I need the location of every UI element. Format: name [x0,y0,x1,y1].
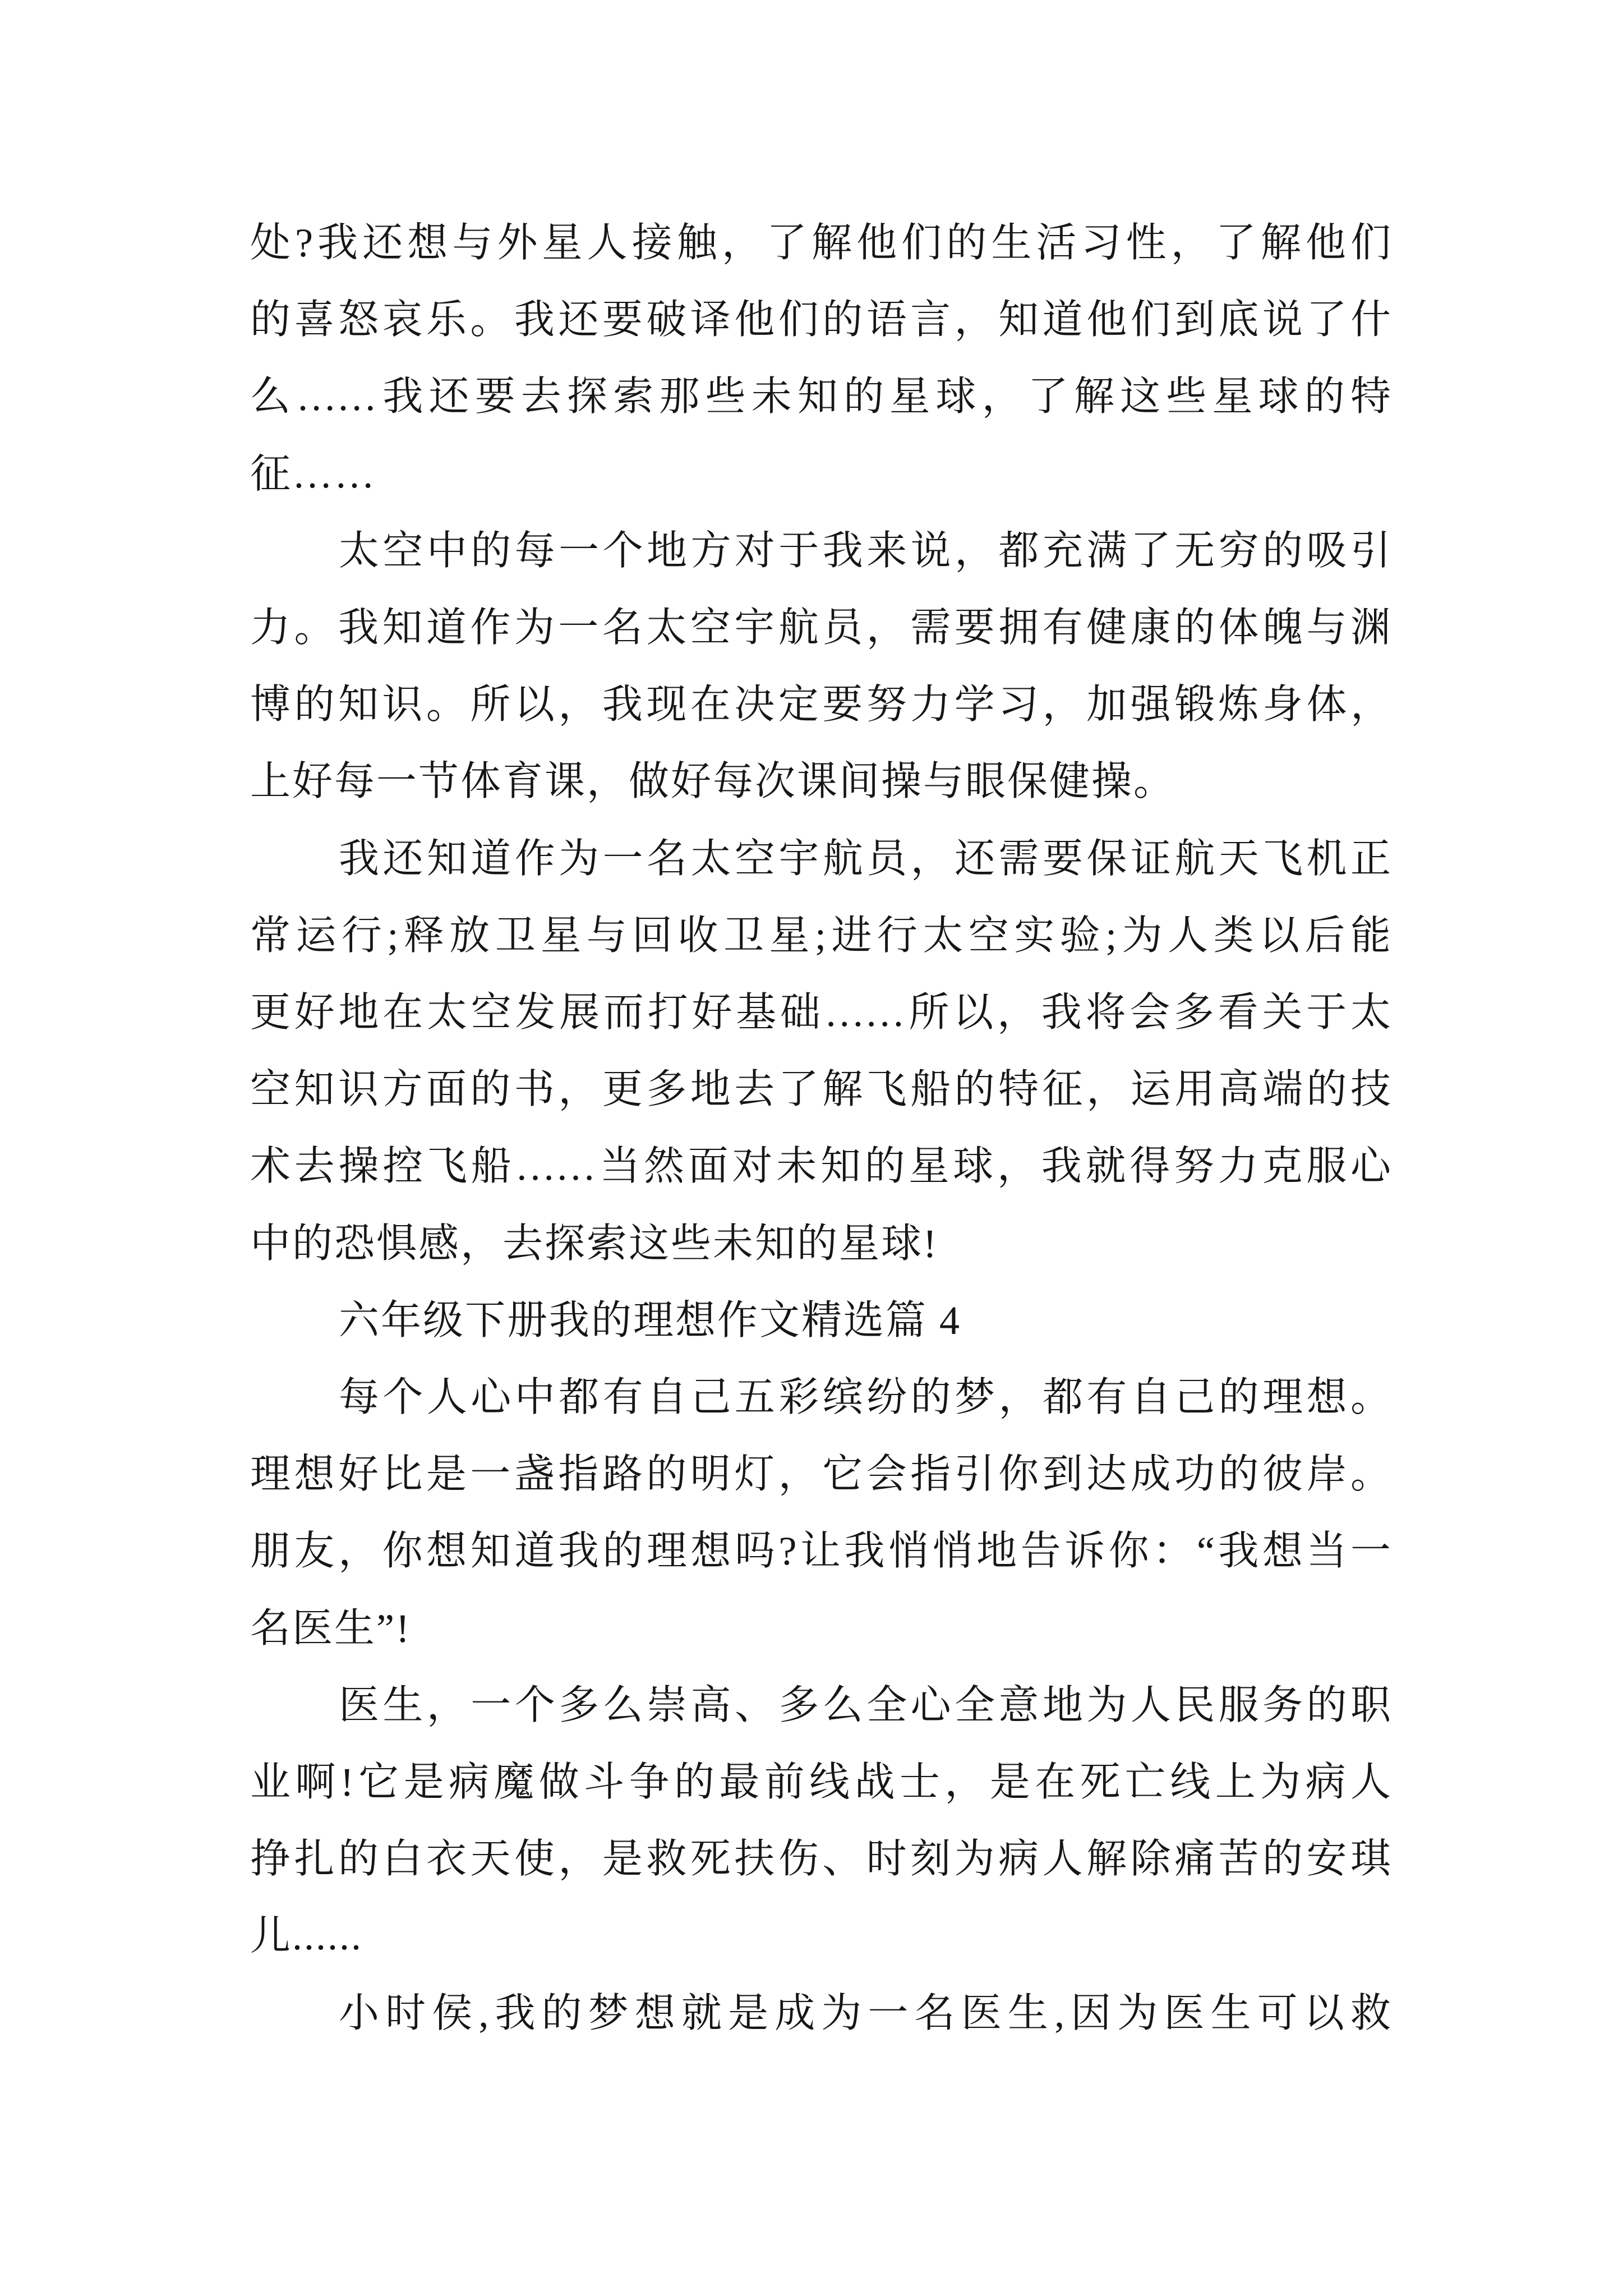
text-line: 小时侯,我的梦想就是成为一名医生,因为医生可以救 [339,1991,1391,2036]
text-line: 更好地在太空发展而打好基础……所以，我将会多看关于太 [250,990,1391,1035]
text-line: 征…… [250,452,377,496]
text-line: 常运行;释放卫星与回收卫星;进行太空实验;为人类以后能 [250,913,1391,958]
text-line: 医生，一个多么崇高、多么全心全意地为人民服务的职 [339,1683,1391,1728]
text-line: 空知识方面的书，更多地去了解飞船的特征，运用高端的技 [250,1067,1391,1112]
text-line: 中的恐惧感，去探索这些未知的星球! [250,1221,938,1266]
section-heading: 六年级下册我的理想作文精选篇 4 [339,1298,962,1343]
text-line: 术去操控飞船……当然面对未知的星球，我就得努力克服心 [250,1144,1391,1189]
text-line: 上好每一节体育课，做好每次课间操与眼保健操。 [250,759,1176,804]
text-line: 朋友，你想知道我的理想吗?让我悄悄地告诉你：“我想当一 [250,1529,1391,1573]
text-line: 挣扎的白衣天使，是救死扶伤、时刻为病人解除痛苦的安琪 [250,1837,1391,1881]
text-line: 我还知道作为一名太空宇航员，还需要保证航天飞机正 [339,836,1391,881]
text-line: 的喜怒哀乐。我还要破译他们的语言，知道他们到底说了什 [250,297,1391,342]
text-line: 理想好比是一盏指路的明灯，它会指引你到达成功的彼岸。 [250,1452,1391,1497]
text-line: 处?我还想与外星人接触，了解他们的生活习性，了解他们 [250,220,1391,265]
text-line: 儿...... [250,1913,363,1958]
text-line: 太空中的每一个地方对于我来说，都充满了无穷的吸引 [339,528,1391,573]
text-line: 名医生”! [250,1606,411,1651]
text-line: 业啊!它是病魔做斗争的最前线战士，是在死亡线上为病人 [250,1760,1391,1805]
text-line: 博的知识。所以，我现在决定要努力学习，加强锻炼身体， [250,682,1391,727]
text-line: 力。我知道作为一名太空宇航员，需要拥有健康的体魄与渊 [250,605,1391,650]
text-line: 么……我还要去探索那些未知的星球，了解这些星球的特 [250,374,1391,419]
text-line: 每个人心中都有自己五彩缤纷的梦，都有自己的理想。 [339,1375,1391,1420]
